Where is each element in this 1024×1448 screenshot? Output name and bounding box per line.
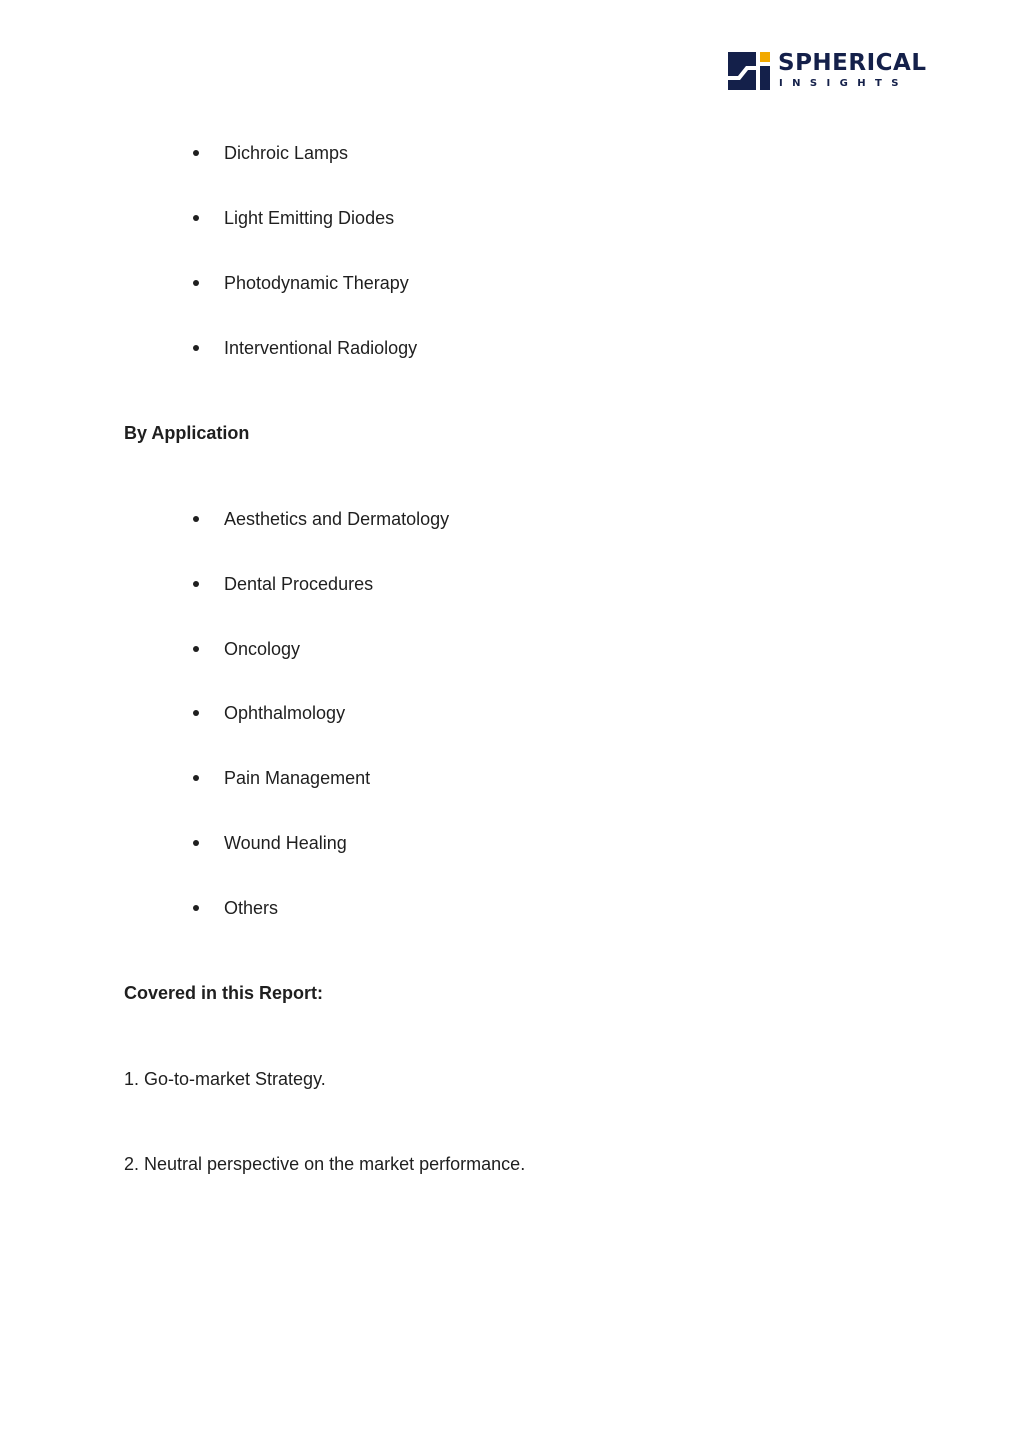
spherical-insights-logo [728,50,927,92]
bullet-icon [193,710,199,716]
numbered-item: 2. Neutral perspective on the market performance. [124,1154,526,1174]
section-heading-by-application: By Application [124,423,250,443]
bullet-icon [193,150,199,156]
numbered-item: 1. Go-to-market Strategy. [124,1069,326,1089]
bullet-icon [193,775,199,781]
bullet-icon [193,905,199,911]
bullet-icon [193,646,199,652]
list-item-label: Interventional Radiology [224,338,418,358]
list-item-label: Wound Healing [224,833,347,853]
bullet-icon [193,516,199,522]
logo-subtitle: INSIGHTS [779,78,908,89]
section-heading-covered: Covered in this Report: [124,983,324,1003]
list-item-label: Ophthalmology [224,703,346,723]
logo-mark-icon [728,52,770,90]
list-item-label: Dental Procedures [224,574,374,594]
bullet-icon [193,280,199,286]
bullet-icon [193,840,199,846]
bullet-icon [193,215,199,221]
bullet-icon [193,581,199,587]
logo-wordmark: SPHERICAL [778,50,927,76]
list-item-label: Dichroic Lamps [224,143,349,163]
list-item-label: Others [224,898,279,918]
bullet-icon [193,345,199,351]
list-item-label: Photodynamic Therapy [224,273,409,293]
list-item-label: Pain Management [224,768,371,788]
list-item-label: Aesthetics and Dermatology [224,509,450,529]
list-item-label: Light Emitting Diodes [224,208,395,228]
list-item-label: Oncology [224,639,301,659]
